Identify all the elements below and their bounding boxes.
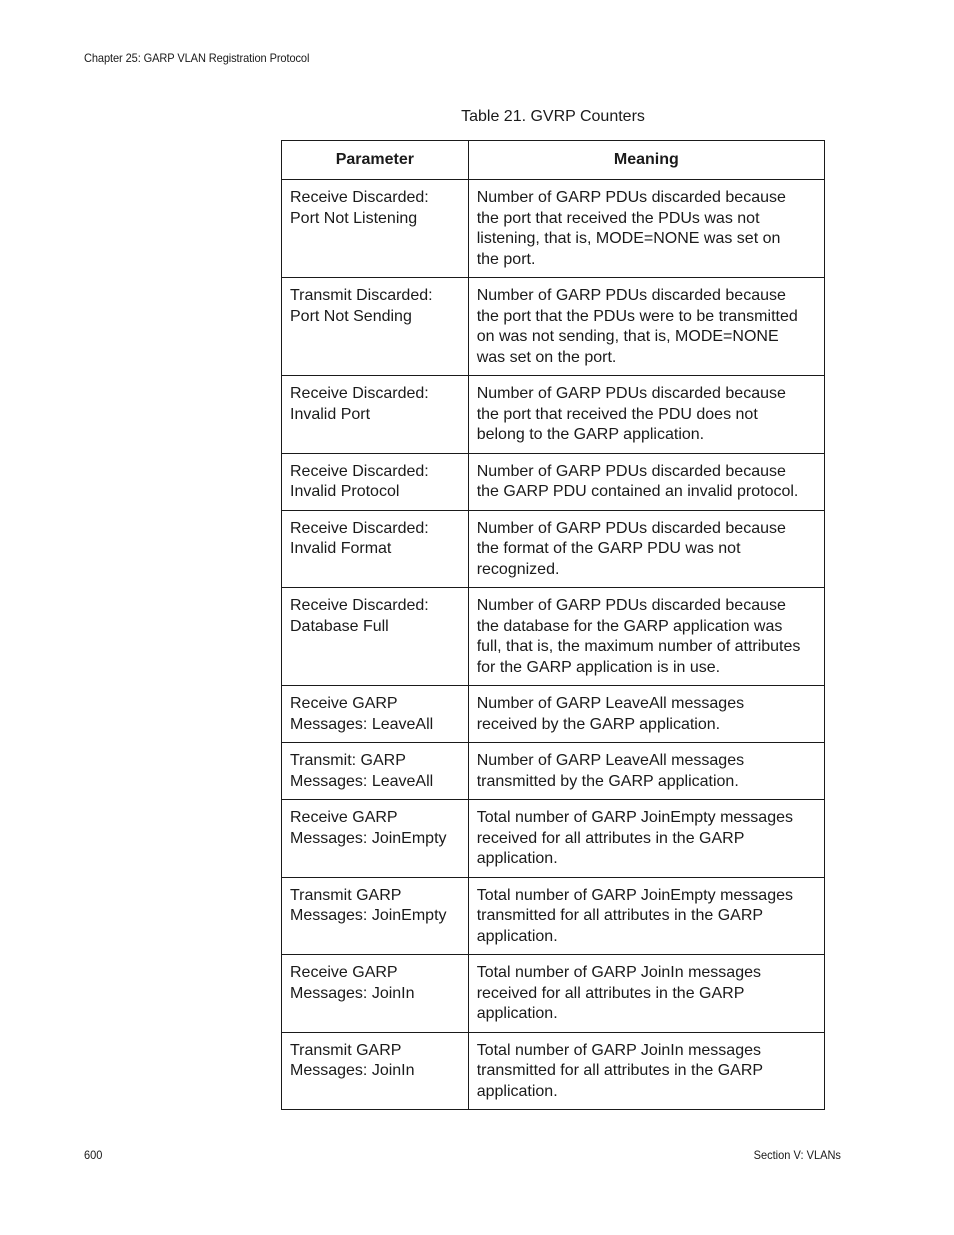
meaning-cell-line: received for all attributes in the GARP bbox=[476, 829, 745, 847]
parameter-cell-line: Receive Discarded: bbox=[290, 385, 429, 402]
meaning-cell bbox=[468, 588, 824, 686]
meaning-cell bbox=[468, 877, 824, 955]
parameter-cell-line: Receive GARP bbox=[290, 695, 398, 712]
table-row bbox=[282, 453, 825, 510]
meaning-cell-line: listening, that is, MODE=NONE was set on bbox=[476, 230, 781, 247]
gvrp-counters-table bbox=[281, 140, 825, 1110]
meaning-cell-line: application. bbox=[476, 1005, 558, 1022]
parameter-cell bbox=[282, 1032, 469, 1110]
parameter-cell-line: Port Not Listening bbox=[290, 209, 418, 227]
meaning-cell-line: belong to the GARP application. bbox=[476, 426, 705, 443]
parameter-cell bbox=[282, 877, 469, 955]
meaning-cell bbox=[468, 180, 824, 278]
parameter-cell-line: Transmit GARP bbox=[290, 886, 402, 904]
parameter-cell bbox=[282, 278, 469, 376]
meaning-cell-line: transmitted by the GARP application. bbox=[476, 772, 739, 790]
parameter-cell-line: Database Full bbox=[290, 617, 389, 635]
meaning-cell bbox=[468, 1032, 824, 1110]
parameter-cell bbox=[282, 510, 469, 588]
meaning-cell-line: the GARP PDU contained an invalid protocol. bbox=[476, 483, 799, 500]
parameter-cell-line: Receive GARP bbox=[290, 809, 398, 826]
parameter-cell bbox=[282, 800, 469, 878]
meaning-cell bbox=[468, 686, 824, 743]
page-number: 600 bbox=[84, 1148, 103, 1162]
meaning-cell-line: Number of GARP PDUs discarded because bbox=[476, 287, 786, 304]
parameter-cell bbox=[282, 955, 469, 1033]
parameter-cell bbox=[282, 453, 469, 510]
parameter-cell bbox=[282, 180, 469, 278]
meaning-cell-line: Number of GARP PDUs discarded because bbox=[476, 385, 786, 402]
meaning-cell-line: transmitted for all attributes in the GARP bbox=[476, 1062, 764, 1079]
meaning-cell-line: full, that is, the maximum number of attributes bbox=[476, 638, 801, 655]
meaning-cell bbox=[468, 278, 824, 376]
parameter-cell-line: Transmit: GARP bbox=[290, 752, 406, 769]
parameter-cell-line: Port Not Sending bbox=[290, 307, 412, 325]
meaning-cell-line: application. bbox=[476, 1082, 558, 1100]
parameter-cell-line: Receive Discarded: bbox=[290, 189, 429, 206]
table-row bbox=[282, 278, 825, 376]
column-header-parameter: Parameter bbox=[282, 141, 469, 180]
meaning-cell bbox=[468, 510, 824, 588]
meaning-cell-line: application. bbox=[476, 927, 558, 945]
table-row bbox=[282, 800, 825, 878]
table-row bbox=[282, 1032, 825, 1110]
meaning-cell-line: Number of GARP PDUs discarded because bbox=[476, 189, 786, 206]
parameter-cell-line: Transmit GARP bbox=[290, 1041, 402, 1059]
meaning-cell-line: the port that the PDUs were to be transmitted bbox=[476, 307, 798, 325]
meaning-cell bbox=[468, 743, 824, 800]
meaning-cell-line: Number of GARP PDUs discarded because bbox=[476, 597, 786, 614]
table-row bbox=[282, 376, 825, 454]
table-row bbox=[282, 877, 825, 955]
meaning-cell-line: for the GARP application is in use. bbox=[476, 658, 721, 676]
parameter-cell-line: Messages: JoinIn bbox=[290, 1062, 415, 1079]
meaning-cell-line: received for all attributes in the GARP bbox=[476, 984, 745, 1002]
table-row bbox=[282, 955, 825, 1033]
meaning-cell-line: the format of the GARP PDU was not bbox=[476, 540, 741, 557]
table-caption: Table 21. GVRP Counters bbox=[461, 108, 645, 125]
meaning-cell bbox=[468, 376, 824, 454]
parameter-cell bbox=[282, 588, 469, 686]
parameter-cell-line: Invalid Format bbox=[290, 540, 392, 557]
meaning-cell-line: transmitted for all attributes in the GARP bbox=[476, 907, 764, 924]
meaning-cell-line: Total number of GARP JoinIn messages bbox=[476, 964, 761, 981]
parameter-cell-line: Messages: JoinEmpty bbox=[290, 829, 447, 847]
parameter-cell-line: Invalid Protocol bbox=[290, 483, 400, 500]
parameter-cell-line: Receive Discarded: bbox=[290, 462, 429, 480]
parameter-cell-line: Messages: LeaveAll bbox=[290, 715, 434, 733]
parameter-cell-line: Messages: LeaveAll bbox=[290, 772, 434, 790]
parameter-cell-line: Receive GARP bbox=[290, 964, 398, 981]
running-head: Chapter 25: GARP VLAN Registration Protocol bbox=[84, 51, 310, 65]
meaning-cell-line: Number of GARP PDUs discarded because bbox=[476, 462, 786, 480]
meaning-cell-line: the port that received the PDU does not bbox=[476, 405, 758, 423]
meaning-cell bbox=[468, 800, 824, 878]
table-row bbox=[282, 588, 825, 686]
column-header-meaning: Meaning bbox=[468, 141, 824, 180]
table-row bbox=[282, 686, 825, 743]
meaning-cell-line: application. bbox=[476, 850, 558, 867]
parameter-cell-line: Invalid Port bbox=[290, 405, 371, 423]
table-row bbox=[282, 180, 825, 278]
meaning-cell bbox=[468, 453, 824, 510]
meaning-cell-line: the port. bbox=[476, 250, 536, 268]
table-row bbox=[282, 743, 825, 800]
meaning-cell-line: was set on the port. bbox=[476, 348, 617, 366]
meaning-cell-line: the database for the GARP application was bbox=[476, 617, 783, 635]
parameter-cell-line: Messages: JoinEmpty bbox=[290, 907, 447, 924]
meaning-cell-line: on was not sending, that is, MODE=NONE bbox=[476, 328, 779, 345]
meaning-cell-line: Total number of GARP JoinEmpty messages bbox=[476, 809, 793, 826]
meaning-cell-line: Number of GARP LeaveAll messages bbox=[476, 752, 745, 769]
meaning-cell-line: recognized. bbox=[476, 560, 560, 578]
parameter-cell bbox=[282, 743, 469, 800]
section-label: Section V: VLANs bbox=[753, 1148, 841, 1162]
meaning-cell-line: Total number of GARP JoinIn messages bbox=[476, 1041, 761, 1059]
meaning-cell-line: Number of GARP LeaveAll messages bbox=[476, 695, 745, 712]
parameter-cell bbox=[282, 376, 469, 454]
meaning-cell-line: Number of GARP PDUs discarded because bbox=[476, 519, 786, 537]
meaning-cell-line: the port that received the PDUs was not bbox=[476, 209, 760, 227]
meaning-cell-line: Total number of GARP JoinEmpty messages bbox=[476, 886, 793, 904]
table-row bbox=[282, 510, 825, 588]
parameter-cell-line: Transmit Discarded: bbox=[290, 287, 433, 304]
parameter-cell-line: Receive Discarded: bbox=[290, 519, 429, 537]
parameter-cell bbox=[282, 686, 469, 743]
table-body bbox=[282, 180, 825, 1110]
table-header-row bbox=[282, 141, 825, 180]
parameter-cell-line: Receive Discarded: bbox=[290, 597, 429, 614]
meaning-cell bbox=[468, 955, 824, 1033]
meaning-cell-line: received by the GARP application. bbox=[476, 715, 721, 733]
parameter-cell-line: Messages: JoinIn bbox=[290, 984, 415, 1002]
